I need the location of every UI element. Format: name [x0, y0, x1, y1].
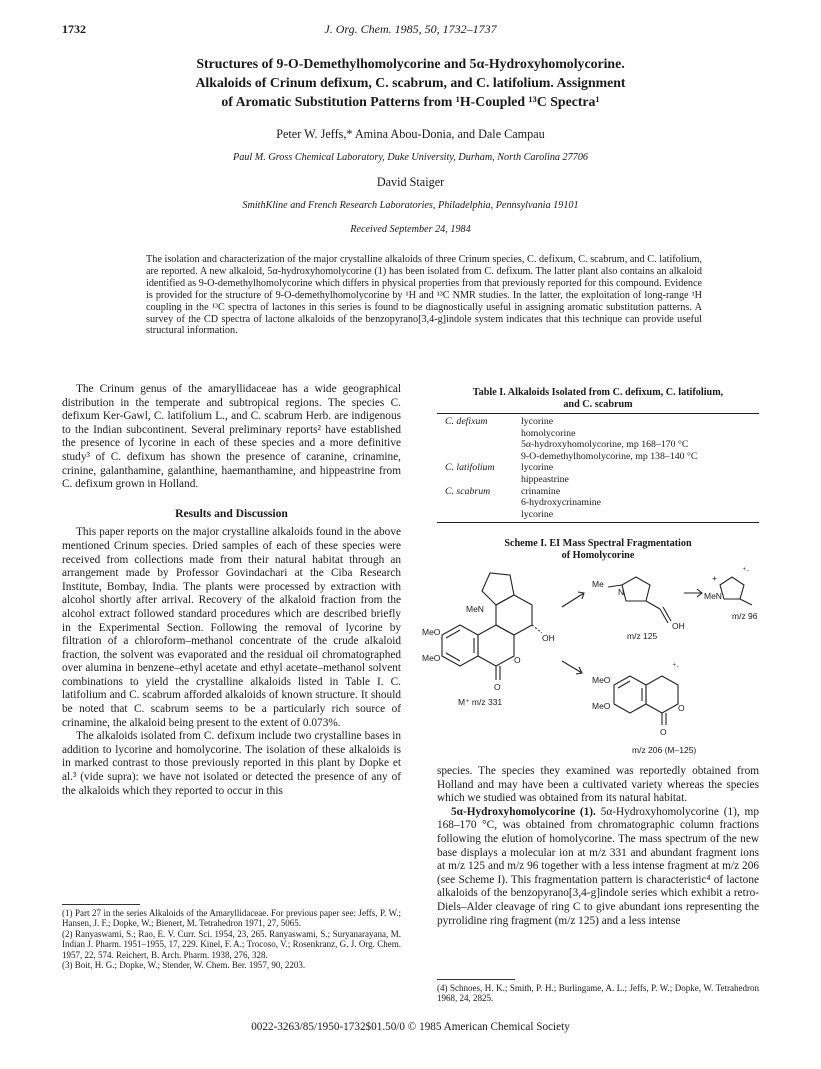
label-o-ring: O — [514, 655, 521, 665]
table-row — [437, 509, 759, 523]
label-o-carbonyl: O — [494, 682, 501, 692]
table-row — [437, 462, 759, 474]
label-mz125: m/z 125 — [627, 631, 658, 641]
species-cell: C. latifolium — [445, 462, 495, 474]
table-caption-line-2: and C. scabrum — [563, 399, 633, 410]
compound-paragraph: 5α-Hydroxyhomolycorine (1), mp 168–170 °C, was obtained from chromatographic column fractions following the elution of homolycorine. The mass spectrum of the new base displays a molecular ion at m/z 331 and abundant fragment ions at m/z 125 and m/z 96 together with a less intense fragment at m/z 206 (see Scheme I). This fragmentation pattern is characteristic⁴ of lactone alkaloids of the benzopyrano[3,4-g]indole series which exhibit a retro-Diels–Alder cleavage of ring C to give abundant ions representing the pyrrolidine ring fragment (m/z 125) and a less intense — [437, 805, 759, 927]
label-meo-2: MeO — [422, 653, 441, 663]
table-row — [437, 497, 759, 509]
species-cell — [437, 451, 521, 463]
ring-a — [442, 625, 478, 666]
ring-b — [478, 625, 514, 666]
label-men: MeN — [466, 604, 484, 614]
alkaloid-cell: lycorine — [521, 414, 759, 428]
label-meo-3: MeO — [592, 675, 611, 685]
pyrroline-ring — [622, 577, 650, 601]
species-cell — [437, 474, 521, 486]
table-caption-line-1: Table I. Alkaloids Isolated from C. defixum, C. latifolium, — [472, 387, 724, 398]
ring-d — [482, 573, 514, 605]
label-meo-4: MeO — [592, 701, 611, 711]
label-molecular-ion: M⁺ m/z 331 — [458, 697, 503, 707]
label-o-ring-2: O — [678, 703, 685, 713]
fragmentation-scheme — [422, 565, 762, 760]
label-plus: + — [712, 573, 717, 583]
footnotes-left — [62, 908, 401, 970]
label-oh-2: OH — [672, 621, 685, 631]
label-mz206: m/z 206 (M–125) — [632, 745, 697, 755]
label-me: Me — [592, 579, 604, 589]
label-men-2: MeN — [704, 591, 722, 601]
label-n: N — [618, 587, 625, 597]
title-line-1: Structures of 9-O-Demethylhomolycorine and 5α-Hydroxyhomolycorine. — [196, 56, 625, 71]
right-paragraph-1: species. The species they examined was reportedly obtained from Holland and may have been a cultivated variety whereas the species which we studied was obtained from its natural habitat. — [437, 765, 759, 805]
footnote-2: (2) Ranyaswami, S.; Rao, E. V. Curr. Sci. 1954, 23, 265. Ranyaswami, S.; Suryanarayana, M. Indian J. Pharm. 1951–1955, 17, 229. Kinel, F. A.; Trocoso, V.; Rosenkranz, G. J. Org. Chem. 1957, 22, 574. Reichert, B. Arch. Pharm. 1938, 276, 328. — [62, 928, 401, 960]
species-cell — [437, 509, 521, 523]
alkaloid-cell: lycorine — [521, 462, 554, 474]
label-radical-2: ⁺· — [672, 661, 680, 671]
left-column — [62, 383, 401, 798]
table-1 — [437, 387, 759, 523]
abstract: The isolation and characterization of the major crystalline alkaloids of three Crinum species, C. defixum, C. scabrum, and C. latifolium, are reported. A new alkaloid, 5α-hydroxyhomolycorine (1) has been isolated from C. defixum. The latter plant also contains an alkaloid identified as 9-O-demethylhomolycorine which differs in physical properties from that previously reported for this compound. Evidence is provided for the structure of 9-O-demethylhomolycorine by ¹H and ¹³C NMR studies. In the latter, the exploitation of long-range ¹H coupling in the ¹³C spectra of lactones in this series is found to be diagnostically useful in assigning aromatic substitution patterns. A survey of the CD spectra of lactone alkaloids of the benzopyrano[3,4-g]indole system indicates that this technique can provide useful structural information. — [146, 254, 702, 337]
affiliation-2: SmithKline and French Research Laboratories, Philadelphia, Pennsylvania 19101 — [242, 200, 579, 211]
right-paragraph-2 — [437, 806, 759, 928]
page-footer: 0022-3263/85/1950-1732$01.50/0 © 1985 American Chemical Society — [251, 1021, 570, 1033]
footnote-rule-left — [62, 904, 140, 905]
right-column — [437, 765, 759, 928]
alkaloid-cell: hippeastrine — [521, 473, 569, 485]
alkaloid-table — [437, 413, 759, 523]
title-line-2: Alkaloids of Crinum defixum, C. scabrum, and C. latifolium. Assignment — [195, 75, 626, 90]
scheme-caption — [437, 538, 759, 562]
footnote-4: (4) Schnoes, H. K.; Smith, P. H.; Burlingame, A. L.; Jeffs, P. W.; Dopke, W. Tetrahedron 1968, 24, 2825. — [437, 983, 759, 1004]
fragment-96-ring — [720, 577, 744, 599]
ring-206-b — [646, 676, 678, 713]
footnote-1: (1) Part 27 in the series Alkaloids of the Amaryllidaceae. For previous paper see: Jeffs, P. W.; Hansen, J. F.; Dopke, W.; Bienert, M. Tetrahedron 1971, 27, 5065. — [62, 908, 401, 929]
table-row — [437, 439, 759, 451]
label-mz96: m/z 96 — [732, 611, 758, 621]
table-row — [437, 451, 759, 463]
intro-paragraph: The Crinum genus of the amaryllidaceae has a wide geographical distribution in the temperate and subtropical regions. The species C. defixum Ker-Gawl, C. latifolium L., and C. scabrum Herb. are indigenous to the Indian subcontinent. Several preliminary reports² have established the presence of lycorine in each of these species and a more definitive study³ of C. defixum has shown the presence of caranine, crinamine, crinine, galanthamine, galanthine, haemanthamine, and hippeastrine from C. defixum grown in Holland. — [62, 383, 401, 491]
results-paragraph-2: The alkaloids isolated from C. defixum include two crystalline bases in addition to lycorine and homolycorine. The isolation of these alkaloids is in marked contrast to those previously reported in this plant by Dopke et al.³ (vide supra): we have not isolated or detected the presence of any of the alkaloids which they reported to occur in this — [62, 730, 401, 797]
label-radical-1: ⁺· — [742, 565, 750, 575]
alkaloid-cell: homolycorine — [521, 427, 576, 439]
authors: Peter W. Jeffs,* Amina Abou-Donia, and Dale Campau — [276, 127, 545, 141]
author-2: David Staiger — [376, 175, 445, 189]
alkaloid-cell: 6-hydroxycrinamine — [521, 497, 601, 509]
compound-heading: 5α-Hydroxyhomolycorine (1). — [451, 805, 596, 818]
alkaloid-cell: crinamine — [521, 485, 561, 497]
label-o-carbonyl-2: O — [660, 727, 667, 737]
table-row — [437, 414, 759, 428]
footnotes-right — [437, 983, 759, 1004]
species-cell: C. scabrum — [445, 485, 491, 497]
page-number: 1732 — [62, 22, 86, 36]
table-row — [437, 474, 759, 486]
label-meo-1: MeO — [422, 627, 441, 637]
footnote-3: (3) Boit, H. G.; Dopke, W.; Stender, W. Chem. Ber. 1957, 90, 2203. — [62, 960, 306, 971]
label-oh: OH — [542, 633, 555, 643]
footnote-rule-right — [437, 979, 515, 980]
alkaloid-cell: lycorine — [521, 509, 759, 523]
section-heading: Results and Discussion — [175, 506, 288, 520]
species-cell — [437, 497, 521, 509]
table-caption — [437, 387, 759, 411]
paper-title — [80, 54, 741, 111]
table-row — [437, 428, 759, 440]
species-cell: C. defixum — [437, 414, 521, 428]
table-row — [437, 486, 759, 498]
results-paragraph-1: This paper reports on the major crystalline alkaloids found in the above mentioned Crinum species. Dried samples of each of these species were received from collections made from their natural habitat through an arrangement made by Professor Govindachari at the Ciba Research Institute, Bombay, India. The plants were processed by extraction with alcohol shortly after arrival. Recovery of the alkaloid fraction from the alcohol extract followed standard procedures which are described briefly in the Experimental Section. Following the removal of lycorine by filtration of a chloroform–methanol concentrate of the crude alkaloid fraction, the solvent was evaporated and the residual oil chromatographed over alumina in benzene–ethyl acetate and ethyl acetate–methanol solvent combinations to yield the crystalline alkaloids listed in Table I. C. latifolium and C. scabrum afforded alkaloids of known structure. It should be noted that C. scabrum seems to be a particularly rich source of crinamine, the alkaloid being present to the extent of 0.073%. — [62, 526, 401, 729]
alkaloid-cell: 5α-hydroxyhomolycorine, mp 168–170 °C — [521, 439, 689, 451]
received-date: Received September 24, 1984 — [350, 224, 471, 235]
affiliation-1: Paul M. Gross Chemical Laboratory, Duke University, Durham, North Carolina 27706 — [232, 152, 589, 163]
scheme-caption-line-1: Scheme I. EI Mass Spectral Fragmentation — [504, 538, 692, 549]
scheme-caption-line-2: of Homolycorine — [561, 550, 635, 561]
journal-citation: J. Org. Chem. 1985, 50, 1732–1737 — [324, 22, 497, 36]
ring-c — [496, 595, 532, 635]
title-line-3: of Aromatic Substitution Patterns from ¹H-Coupled ¹³C Spectra¹ — [221, 94, 600, 109]
alkaloid-cell: 9-O-demethylhomolycorine, mp 138–140 °C — [521, 450, 698, 462]
species-cell — [437, 439, 521, 451]
species-cell — [437, 428, 521, 440]
